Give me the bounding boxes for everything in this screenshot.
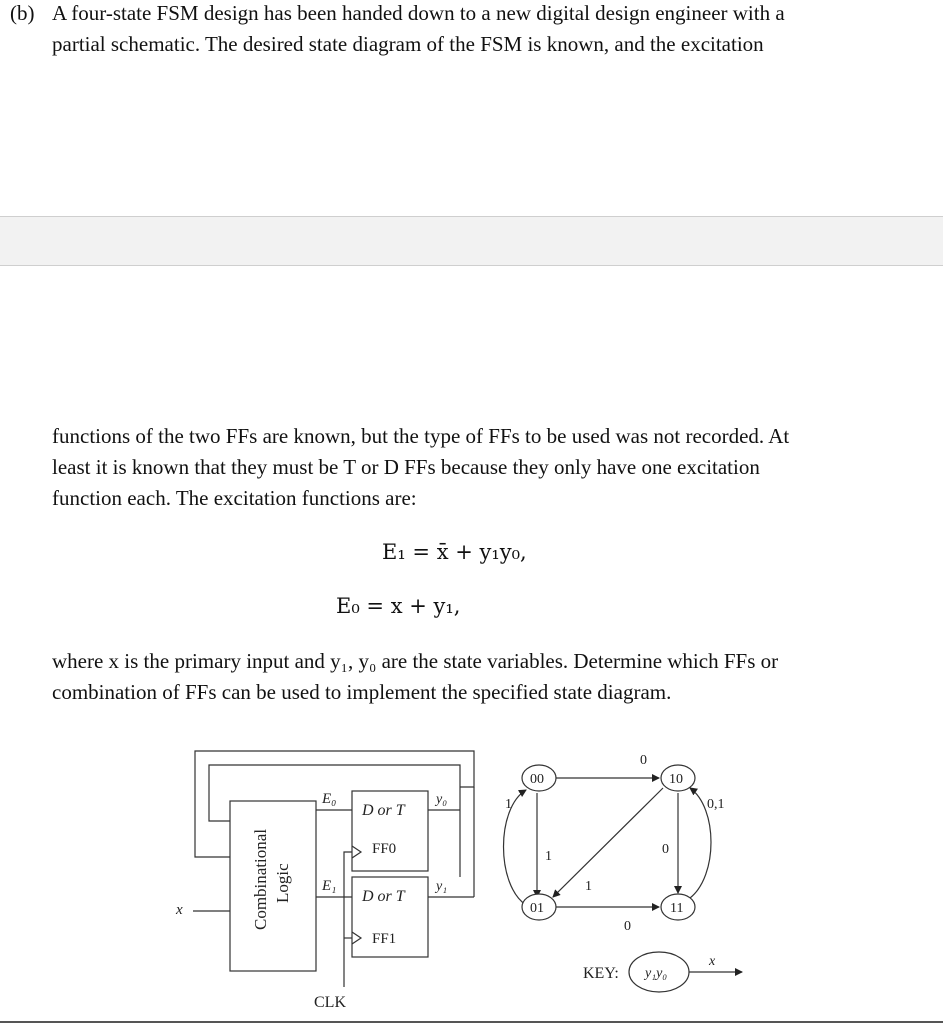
ff1-clock-triangle (352, 932, 361, 944)
intro-line-2: partial schematic. The desired state diagram of the FSM is known, and the excitation (52, 32, 764, 56)
key-state-label: y₁y₀ (645, 966, 668, 981)
bottom-rule (0, 1021, 943, 1023)
clk-wire (344, 852, 352, 987)
state-01-label: 01 (530, 901, 544, 916)
closing-line-1: where x is the primary input and y₁, y₀ are the state variables. Determine which FFs or (52, 649, 779, 673)
e1-label: E₁ (322, 878, 337, 894)
intro-line-1: A four-state FSM design has been handed down to a new digital design engineer with a (52, 1, 785, 25)
body-line-3: function each. The excitation functions are: (52, 486, 417, 510)
closing-line-2: combination of FFs can be used to implement the specified state diagram. (52, 680, 672, 704)
ff1-name-label: FF1 (372, 931, 397, 947)
state-00-label: 00 (530, 772, 544, 787)
input-x-label: x (176, 902, 183, 918)
schematic-labels (175, 791, 447, 1011)
comb-logic-label-1: Combinational (251, 828, 270, 930)
ff0-name-label: FF0 (372, 841, 397, 857)
comb-logic-label-2: Logic (273, 863, 292, 903)
y0-label: y₀ (436, 792, 448, 807)
state-11-label: 11 (670, 901, 684, 916)
edge-00-01-label: 1 (545, 849, 552, 864)
edge-01-11-label: 0 (624, 919, 631, 934)
edge-10-11-label: 0 (662, 842, 669, 857)
edge-11-01-diag (553, 788, 663, 897)
equation-e1: E₁ = x̄ + y₁y₀, (382, 540, 527, 564)
part-label: (b) (10, 1, 35, 25)
body-line-2: least it is known that they must be T or D FFs because they only have one excitation (52, 455, 760, 479)
ff1-type-label: D or T (362, 888, 405, 905)
ff0-clock-triangle (352, 846, 361, 858)
equation-e0: E₀ = x + y₁, (336, 594, 461, 618)
edge-11-10-label: 0,1 (707, 797, 725, 812)
e0-label: E₀ (322, 791, 337, 807)
feedback-loop-inner (209, 765, 460, 877)
schematic (193, 751, 474, 987)
edge-00-10-label: 0 (640, 753, 647, 768)
edge-01-00-label: 1 (505, 797, 512, 812)
body-line-1: functions of the two FFs are known, but the type of FFs to be used was not recorded. At (52, 424, 790, 448)
key-label: KEY: (583, 965, 619, 982)
state-10-label: 10 (669, 772, 683, 787)
edge-11-01-label: 1 (585, 879, 592, 894)
y1-label: y₁ (436, 879, 448, 894)
key-input-label: x (709, 954, 716, 969)
clk-label: CLK (314, 994, 346, 1011)
ff0-type-label: D or T (362, 802, 405, 819)
